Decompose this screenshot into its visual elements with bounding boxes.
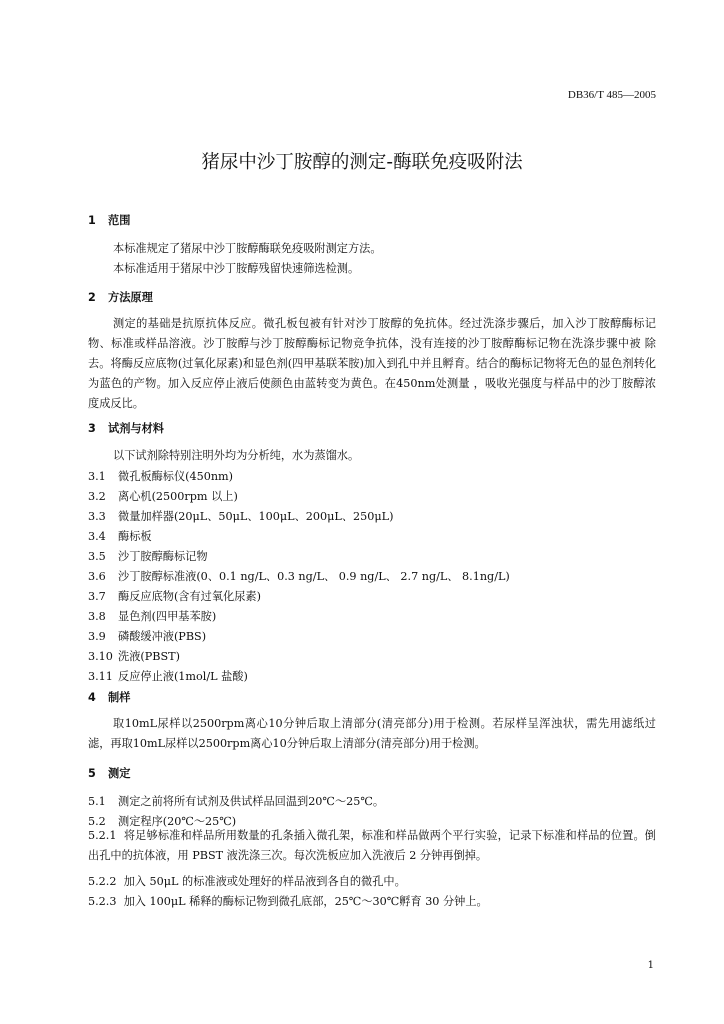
reagent-item — [88, 548, 208, 564]
section-4-heading — [88, 689, 130, 705]
step-5-1 — [88, 793, 384, 809]
item-number: 3.4 — [88, 530, 106, 543]
item-number: 3.1 — [88, 470, 106, 483]
reagent-item — [88, 588, 261, 604]
item-number: 3.3 — [88, 510, 106, 523]
page-number: 1 — [647, 960, 654, 971]
section-number: 1 — [88, 214, 96, 227]
page-title: 猪尿中沙丁胺醇的测定-酶联免疫吸附法 — [201, 152, 523, 173]
section-title: 制样 — [108, 691, 131, 704]
item-number: 5.2.3 — [88, 895, 117, 908]
principle-paragraph — [88, 314, 656, 414]
section-number: 5 — [88, 767, 96, 780]
item-text: 酶标板 — [118, 530, 152, 543]
section-number: 2 — [88, 291, 96, 304]
reagent-item — [88, 488, 238, 504]
item-number: 3.9 — [88, 630, 106, 643]
item-number: 3.2 — [88, 490, 106, 503]
step-5-2-3 — [88, 893, 488, 909]
item-number: 3.10 — [88, 650, 113, 663]
sample-prep-paragraph — [88, 714, 656, 754]
item-number: 5.2.2 — [88, 875, 117, 888]
item-text: 微孔板酶标仪(450nm) — [118, 470, 234, 483]
item-text: 微量加样器(20μL、50μL、100μL、200μL、250μL) — [118, 510, 394, 523]
item-text: 将足够标准和样品所用数量的孔条插入微孔架，标准和样品做两个平行实验，记录下标准和样品的位置。倒出孔中的抗体液，用 PBST 液洗涤三次。每次洗板应加入洗液后 2 分钟再倒掉。 — [88, 829, 656, 862]
item-number: 3.7 — [88, 590, 106, 603]
section-title: 方法原理 — [108, 291, 153, 304]
step-5-2-2 — [88, 873, 406, 889]
section-3-heading — [88, 420, 164, 436]
section-2-heading — [88, 289, 153, 305]
item-number: 3.6 — [88, 570, 106, 583]
item-text: 测定之前将所有试剂及供试样品回温到20℃～25℃。 — [118, 795, 385, 808]
item-text: 磷酸缓冲液(PBS) — [118, 630, 207, 643]
item-number: 3.5 — [88, 550, 106, 563]
standard-code: DB36/T 485—2005 — [567, 89, 656, 101]
reagent-item — [88, 468, 233, 484]
section-5-heading — [88, 765, 130, 781]
item-text: 加入 50μL 的标准液或处理好的样品液到各自的微孔中。 — [123, 875, 406, 888]
reagent-item — [88, 668, 248, 684]
reagents-intro: 以下试剂除特别注明外均为分析纯，水为蒸馏水。 — [113, 449, 360, 462]
sample-prep-text: 取10mL尿样以2500rpm离心10分钟后取上清部分(清亮部分)用于检测。若尿样呈浑浊状，需先用滤纸过滤，再取10mL尿样以2500rpm离心10分钟后取上清部分(清亮部分)用于检测。 — [88, 717, 656, 750]
item-text: 测定程序(20℃～25℃) — [118, 815, 237, 828]
step-5-2-1 — [88, 826, 656, 866]
item-text: 显色剂(四甲基苯胺) — [118, 610, 217, 623]
item-text: 加入 100μL 稀释的酶标记物到微孔底部，25℃～30℃孵育 30 分钟上。 — [123, 895, 488, 908]
section-title: 试剂与材料 — [108, 422, 164, 435]
item-number: 3.8 — [88, 610, 106, 623]
item-text: 酶反应底物(含有过氧化尿素) — [118, 590, 261, 603]
section-title: 测定 — [108, 767, 131, 780]
reagent-item — [88, 648, 180, 664]
item-text: 洗液(PBST) — [118, 650, 180, 663]
item-number: 5.2.1 — [88, 829, 117, 842]
section-number: 3 — [88, 422, 96, 435]
scope-line-2: 本标准适用于猪尿中沙丁胺醇残留快速筛选检测。 — [113, 262, 360, 275]
item-text: 离心机(2500rpm 以上) — [118, 490, 238, 503]
section-1-heading — [88, 212, 130, 228]
reagent-item — [88, 608, 216, 624]
item-text: 沙丁胺醇标准液(0、0.1 ng/L、0.3 ng/L、 0.9 ng/L、 2.7 ng/L、 8.1ng/L) — [118, 570, 510, 583]
reagent-item — [88, 628, 206, 644]
reagent-item — [88, 528, 152, 544]
item-number: 5.2 — [88, 815, 106, 828]
section-number: 4 — [88, 691, 96, 704]
item-text: 沙丁胺醇酶标记物 — [118, 550, 208, 563]
item-number: 3.11 — [88, 670, 113, 683]
scope-line-1: 本标准规定了猪尿中沙丁胺醇酶联免疫吸附测定方法。 — [113, 242, 382, 255]
section-title: 范围 — [108, 214, 131, 227]
principle-text: 测定的基础是抗原抗体反应。微孔板包被有针对沙丁胺醇的免抗体。经过洗涤步骤后，加入沙丁胺醇酶标记物、标准或样品溶液。沙丁胺醇与沙丁胺醇酶标记物竞争抗体，没有连接的沙丁胺醇酶标记物在洗涤步骤中被 除去。将酶反应底物(过氧化尿素)和显色剂(四甲基联苯胺)加入到孔中并且孵育。结合的酶标记物将无色的显色剂转化为蓝色的产物。加入反应停止液后使颜色由蓝转变为黄色。在450nm处测量 ，吸收光强度与样品中的沙丁胺醇浓度成反比。 — [88, 317, 656, 410]
reagent-item — [88, 508, 393, 524]
item-number: 5.1 — [88, 795, 106, 808]
reagent-item — [88, 568, 510, 584]
item-text: 反应停止液(1mol/L 盐酸) — [118, 670, 248, 683]
